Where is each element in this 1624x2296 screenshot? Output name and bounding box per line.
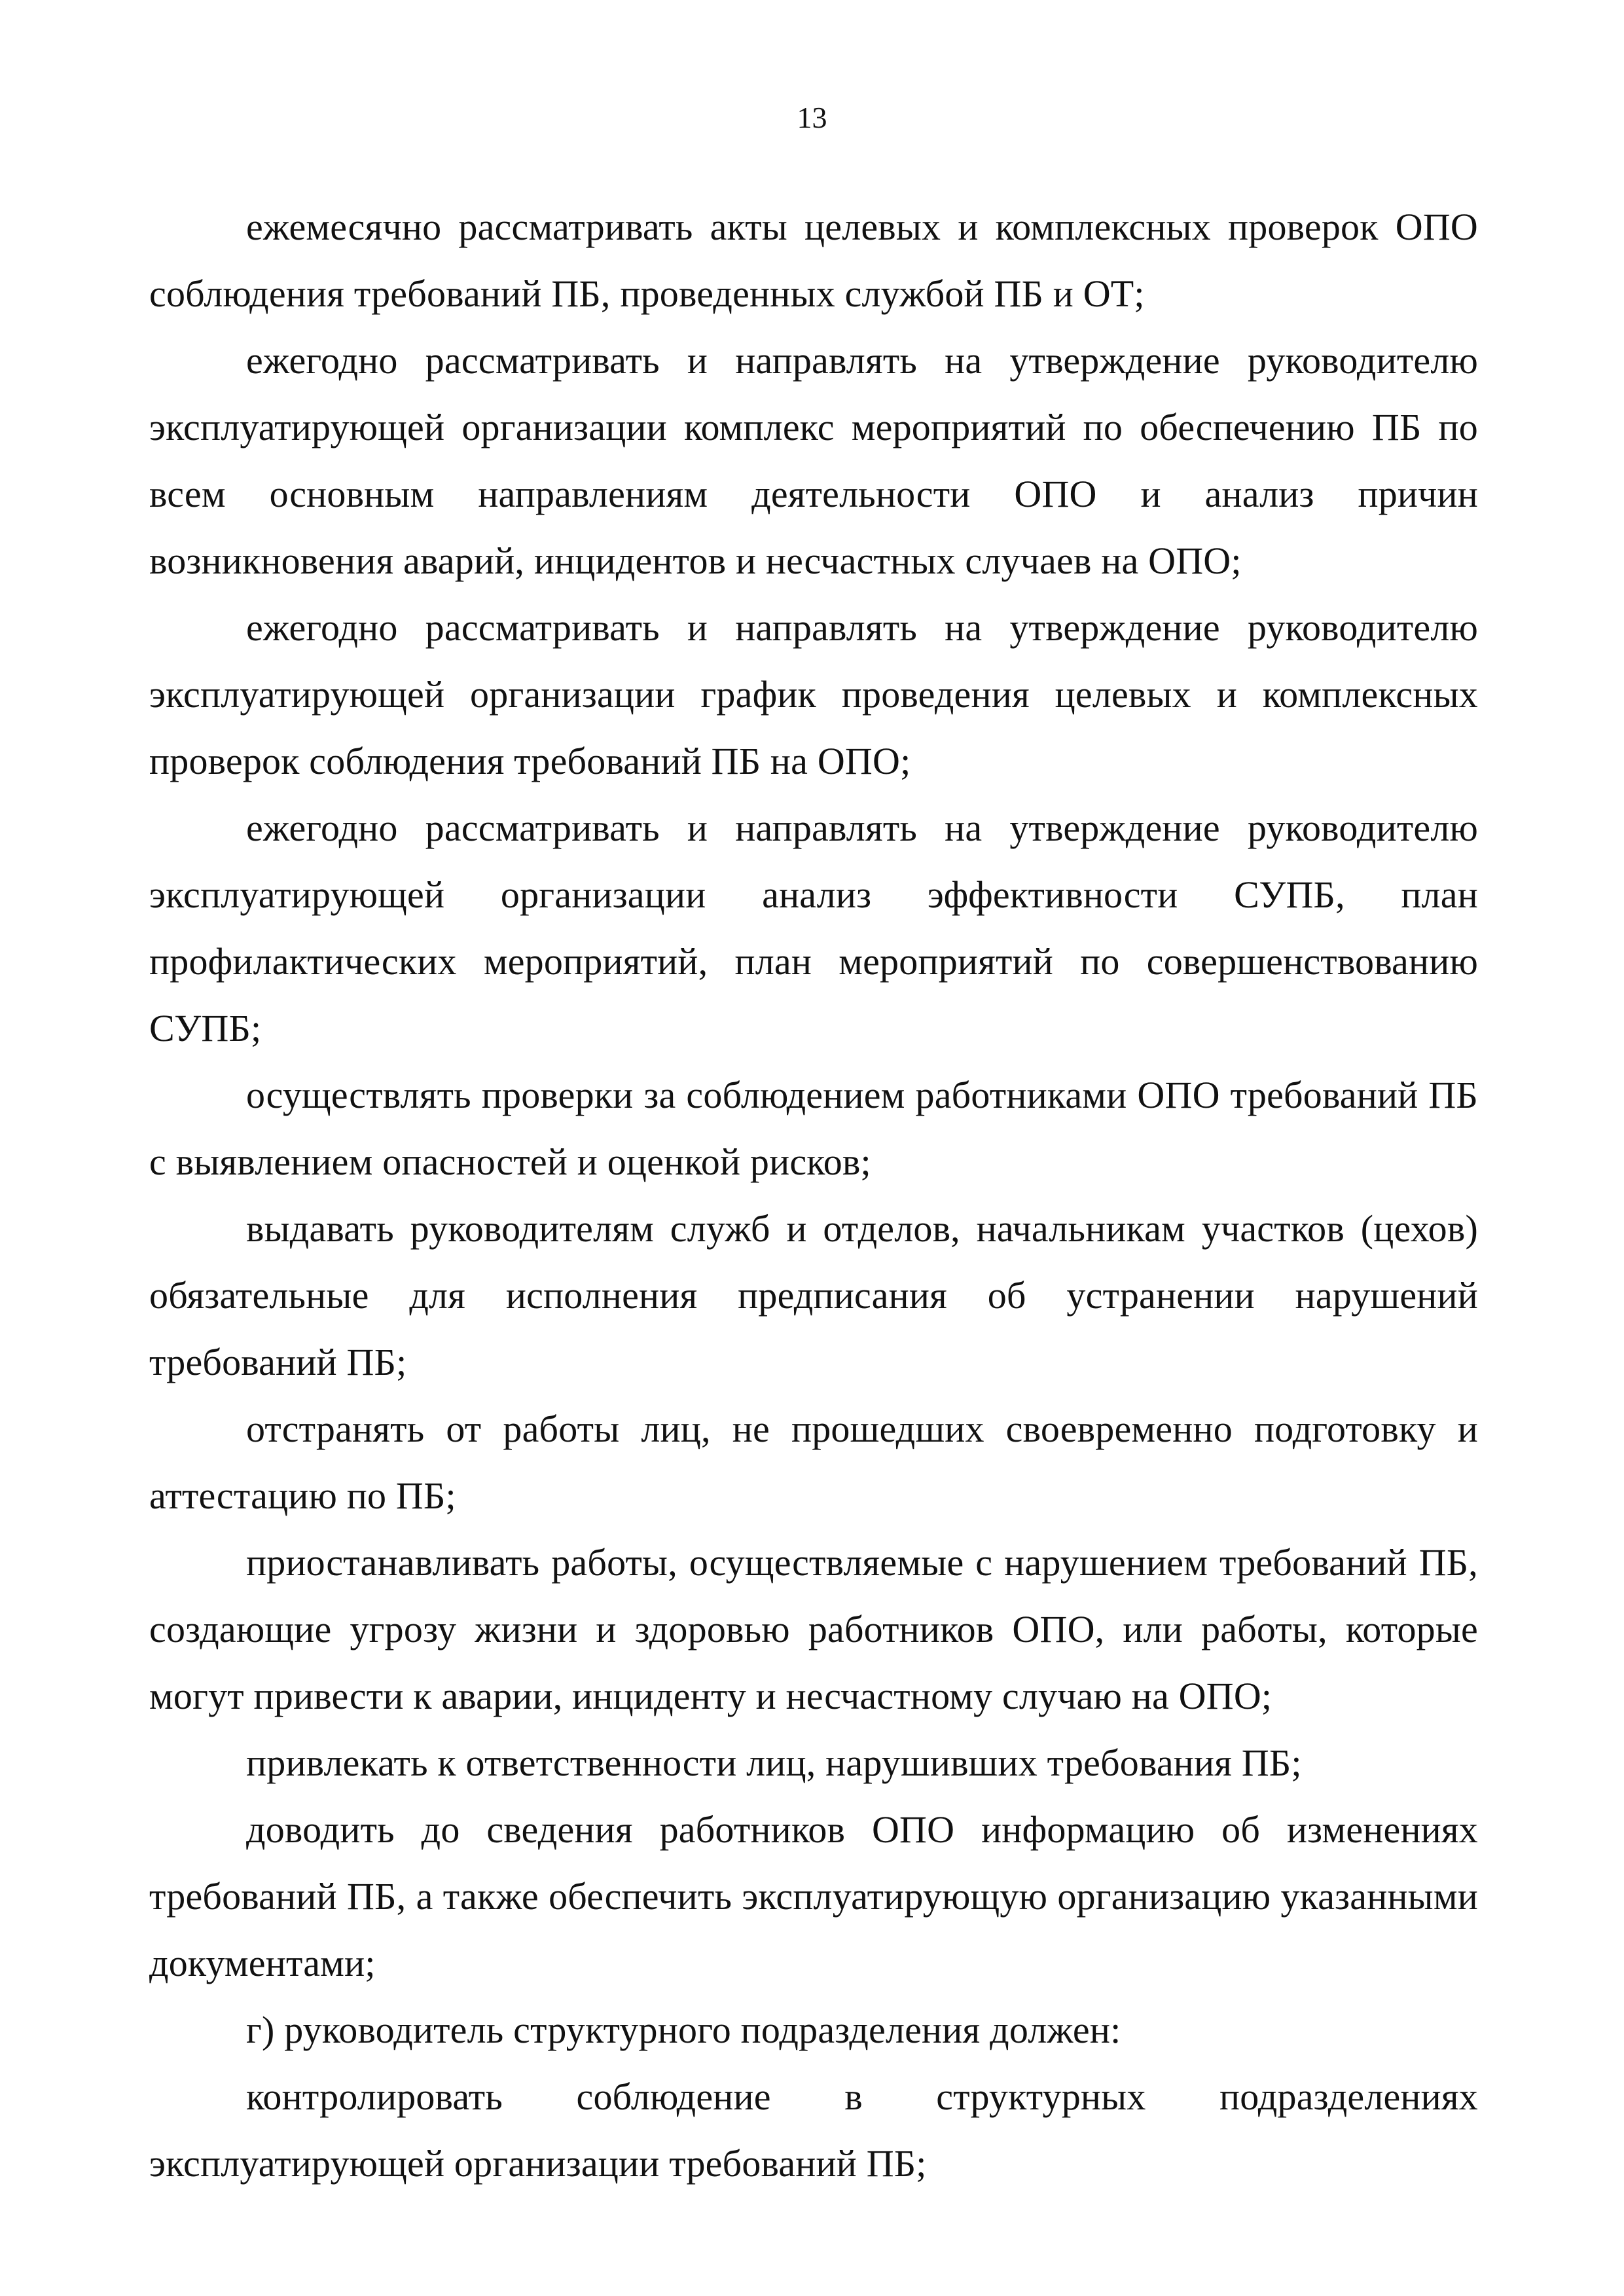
paragraph-section-g: г) руководитель структурного подразделения должен: — [246, 2009, 1121, 2051]
page-number: 13 — [797, 101, 827, 134]
paragraph-annual-analysis: ежегодно рассматривать и направлять на утверждение руководителю эксплуатирующей организации анализ эффективности СУПБ, план профилактических мероприятий, план мероприятий по совершенствованию СУПБ; — [149, 807, 1478, 1049]
paragraph-orders: выдавать руководителям служб и отделов, начальникам участков (цехов) обязательные для исполнения предписания об устранении нарушений требований ПБ; — [149, 1207, 1478, 1383]
paragraph-annual-measures: ежегодно рассматривать и направлять на утверждение руководителю эксплуатирующей организации комплекс мероприятий по обеспечению ПБ по всем основным направлениям деятельности ОПО и анализ причин возникновения аварий, инцидентов и несчастных случаев на ОПО; — [149, 339, 1478, 582]
paragraph-inform: доводить до сведения работников ОПО информацию об изменениях требований ПБ, а также обеспечить эксплуатирующую организацию указанными документами; — [149, 1808, 1478, 1984]
body-text — [149, 194, 1478, 2197]
paragraph-inspections: осуществлять проверки за соблюдением работниками ОПО требований ПБ с выявлением опасностей и оценкой рисков; — [149, 1074, 1478, 1183]
paragraph-annual-schedule: ежегодно рассматривать и направлять на утверждение руководителю эксплуатирующей организации график проведения целевых и комплексных проверок соблюдения требований ПБ на ОПО; — [149, 606, 1478, 782]
paragraph-control: контролировать соблюдение в структурных подразделениях эксплуатирующей организации требований ПБ; — [149, 2075, 1478, 2185]
paragraph-suspend-works: приостанавливать работы, осуществляемые с нарушением требований ПБ, создающие угрозу жизни и здоровью работников ОПО, или работы, которые могут привести к аварии, инциденту и несчастному случаю на ОПО; — [149, 1541, 1478, 1717]
paragraph-suspend-persons: отстранять от работы лиц, не прошедших своевременно подготовку и аттестацию по ПБ; — [149, 1408, 1478, 1517]
paragraph-responsibility: привлекать к ответственности лиц, нарушивших требования ПБ; — [246, 1741, 1302, 1784]
paragraph-monthly-review: ежемесячно рассматривать акты целевых и комплексных проверок ОПО соблюдения требований ПБ, проведенных службой ПБ и ОТ; — [149, 206, 1478, 315]
